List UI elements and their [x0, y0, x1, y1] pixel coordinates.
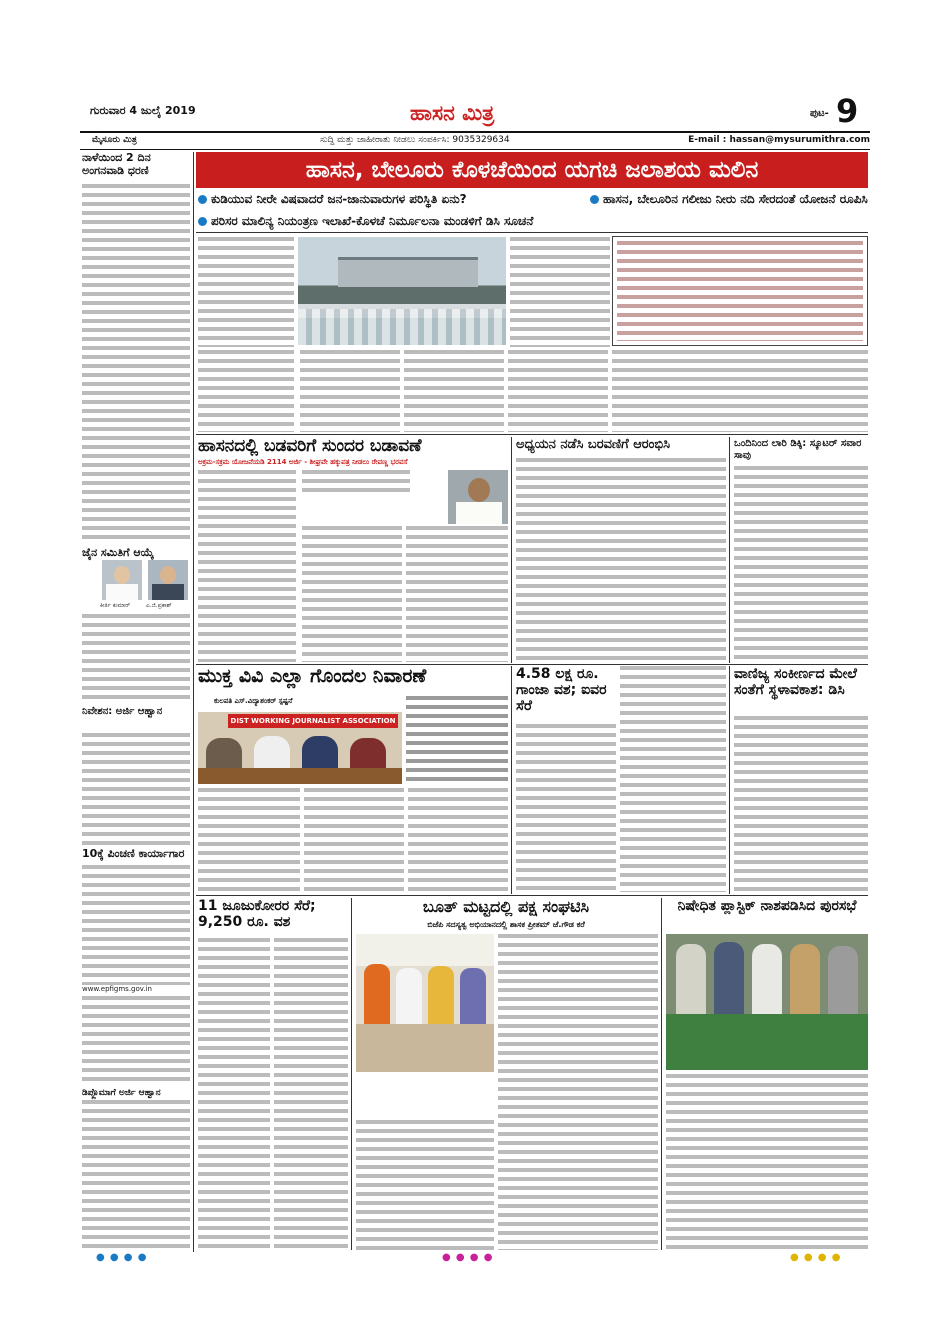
lead-body-6 — [508, 350, 608, 432]
story2-tagline: ಅಕ್ರಮ-ಸಕ್ರಮ ಯೋಜನೆಯಡಿ 2114 ಅರ್ಜಿ - ಶೀಘ್ರವೇ ಹಕ್ಕುಪತ್ರ ನೀಡಲು ರೇವಣ್ಣ ಭರವಸೆ — [198, 458, 408, 466]
left-headline-5: ಡಿಪ್ಲೊಮಾಗೆ ಅರ್ಜಿ ಆಹ್ವಾನ — [82, 1088, 161, 1098]
story5-highlight — [406, 696, 508, 786]
story5-body-3 — [408, 788, 508, 892]
lead-banner: ಹಾಸನ, ಬೇಲೂರು ಕೊಳಚೆಯಿಂದ ಯಗಚಿ ಜಲಾಶಯ ಮಲಿನ — [196, 152, 868, 188]
lead-body-2 — [510, 237, 610, 347]
lead-quote-box — [612, 236, 868, 346]
dam-photo — [298, 237, 506, 345]
story5-headline: ಮುಕ್ತ ವಿವಿ ಎಲ್ಲಾ ಗೊಂದಲ ನಿವಾರಣೆ — [198, 665, 427, 687]
bjp-event-photo — [356, 934, 494, 1072]
story5-divider — [511, 666, 512, 894]
story7-headline: ವಾಣಿಜ್ಯ ಸಂಕೀರ್ಣದ ಮೇಲೆ ಸಂತೆಗೆ ಸ್ಥಳಾವಕಾಶ: ಡಿಸಿ — [734, 666, 857, 699]
page-label: ಪುಟ- — [810, 108, 829, 119]
left-body-1 — [82, 184, 190, 544]
strip-rule — [80, 149, 870, 150]
registration-dots-right: ● ● ● ● — [790, 1252, 842, 1263]
person-caption-2: ಎ.ಜಿ.ಪ್ರಕಾಶ್ — [146, 602, 172, 609]
story9-divider — [661, 898, 662, 1250]
story6-body-2 — [620, 666, 726, 892]
left-column-divider — [193, 152, 194, 1252]
story8-divider — [351, 898, 352, 1250]
left-headline-3: ನಿವೇಶನ: ಅರ್ಜಿ ಆಹ್ವಾನ — [82, 706, 163, 717]
person-photo-1 — [102, 560, 142, 600]
story4-body — [734, 466, 868, 662]
lead-sub-1: ಕುಡಿಯುವ ನೀರೇ ವಿಷವಾದರೆ ಜನ-ಜಾನುವಾರುಗಳ ಪರಿಸ್ಥಿತಿ ಏನು? — [198, 192, 588, 207]
person-caption-1: ಕೀರ್ತಿ ಕುಮಾರ್ — [100, 602, 131, 609]
lead-bottom-rule — [196, 434, 868, 435]
story3-divider — [729, 437, 730, 663]
story2-body-3 — [406, 526, 508, 662]
lead-body-7 — [612, 350, 868, 432]
story6-body-1 — [516, 724, 616, 892]
press-meet-photo — [198, 712, 402, 784]
story5-body-1 — [198, 788, 300, 892]
story6-divider — [729, 666, 730, 894]
lead-sub-2: ಹಾಸನ, ಬೇಲೂರಿನ ಗಲೀಜು ನೀರು ನದಿ ಸೇರದಂತೆ ಯೋಜನೆ ರೂಪಿಸಿ — [590, 192, 868, 207]
story8-body-1 — [198, 938, 270, 1250]
story9-body-2 — [498, 934, 658, 1250]
story10-body — [666, 1074, 868, 1250]
bullet-icon — [198, 217, 207, 226]
plastic-seizure-photo — [666, 934, 868, 1070]
lower-rule — [196, 895, 868, 896]
brand-label: ಮೈಸೂರು ಮಿತ್ರ — [92, 135, 137, 145]
left-headline-2: ಜೈನ ಸಮಿತಿಗೆ ಆಯ್ಕೆ — [82, 546, 154, 559]
minister-photo — [448, 470, 508, 524]
bullet-icon — [590, 195, 599, 204]
header-rule — [80, 131, 870, 133]
left-body-5 — [82, 996, 190, 1086]
masthead — [80, 92, 870, 130]
story3-body — [516, 458, 726, 662]
contact-strip — [80, 134, 870, 148]
story2-body-1 — [198, 470, 296, 662]
lead-quote-text — [617, 241, 863, 341]
left-body-6 — [82, 1100, 190, 1250]
lead-sub-3: ಪರಿಸರ ಮಾಲಿನ್ಯ ನಿಯಂತ್ರಣ ಇಲಾಖೆ-ಕೊಳಚೆ ನಿರ್ಮೂಲನಾ ಮಂಡಳಿಗೆ ಡಿಸಿ ಸೂಚನೆ — [198, 214, 868, 229]
news-contact: ಸುದ್ದಿ ಮತ್ತು ಜಾಹೀರಾತು ನೀಡಲು ಸಂಪರ್ಕಿಸಿ: 9035329634 — [320, 135, 510, 145]
photo-banner: DIST WORKING JOURNALIST ASSOCIATION — [228, 714, 398, 728]
story4-headline: ಒಂದಿನಿಂದ ಲಾರಿ ಡಿಕ್ಕಿ: ಸ್ಕೂಟರ್ ಸವಾರ ಸಾವು — [734, 438, 862, 461]
lead-rule — [196, 232, 868, 233]
issue-date: ಗುರುವಾರ 4 ಜುಲೈ 2019 — [90, 104, 196, 117]
story8-body-2 — [274, 938, 348, 1250]
story2-quote — [302, 470, 410, 494]
email-link[interactable]: E-mail : hassan@mysurumithra.com — [688, 135, 870, 145]
left-body-4 — [82, 865, 190, 985]
lead-body-3 — [198, 350, 294, 432]
epf-link[interactable]: www.epfigms.gov.in — [82, 985, 152, 993]
registration-dots-left: ● ● ● ● — [96, 1252, 148, 1263]
lead-body-5 — [404, 350, 504, 432]
story5-body-2 — [304, 788, 404, 892]
registration-dots-mid: ● ● ● ● — [442, 1252, 494, 1263]
lead-body-4 — [300, 350, 400, 432]
story3-headline: ಅಧ್ಯಯನ ನಡೆಸಿ ಬರವಣಿಗೆ ಆರಂಭಿಸಿ — [516, 437, 671, 452]
story9-sub: ಬಿಜೆಪಿ ಸದಸ್ಯತ್ವ ಅಭಿಯಾನದಲ್ಲಿ ಶಾಸಕ ಪ್ರೀತಮ್ ಜೆ.ಗೌಡ ಕರೆ — [427, 920, 585, 929]
story9-headline: ಬೂತ್ ಮಟ್ಟದಲ್ಲಿ ಪಕ್ಷ ಸಂಘಟಿಸಿ — [422, 897, 590, 916]
story2-body-2 — [302, 526, 402, 662]
story2-divider — [511, 437, 512, 663]
bullet-icon — [198, 195, 207, 204]
paper-title: ಹಾಸನ ಮಿತ್ರ — [410, 100, 495, 125]
story10-headline: ನಿಷೇಧಿತ ಪ್ಲಾಸ್ಟಿಕ್ ನಾಶಪಡಿಸಿದ ಪುರಸಭೆ — [677, 898, 857, 914]
story6-headline: 4.58 ಲಕ್ಷ ರೂ. ಗಾಂಜಾ ವಶ; ಐವರ ಸೆರೆ — [516, 666, 607, 715]
story8-headline: 11 ಜೂಜುಕೋರರ ಸೆರೆ; 9,250 ರೂ. ವಶ — [198, 898, 316, 931]
page-number: 9 — [836, 92, 859, 130]
left-body-2 — [82, 614, 190, 702]
lead-body-1 — [198, 237, 294, 347]
story7-body — [734, 716, 868, 892]
person-photo-2 — [148, 560, 188, 600]
story9-body-1 — [356, 1120, 494, 1250]
story2-headline: ಹಾಸನದಲ್ಲಿ ಬಡವರಿಗೆ ಸುಂದರ ಬಡಾವಣೆ — [198, 436, 422, 456]
left-headline-4: 10ಕ್ಕೆ ಪಿಂಚಣಿ ಕಾರ್ಯಾಗಾರ — [82, 847, 185, 860]
left-body-3 — [82, 733, 190, 845]
story5-byline: ಕುಲಪತಿ ಎಸ್.ವಿದ್ಯಾಶಂಕರ್ ಸ್ಪಷ್ಟನೆ — [214, 697, 293, 705]
left-headline-1: ನಾಳೆಯಿಂದ 2 ದಿನ ಅಂಗನವಾಡಿ ಧರಣಿ — [82, 151, 151, 177]
